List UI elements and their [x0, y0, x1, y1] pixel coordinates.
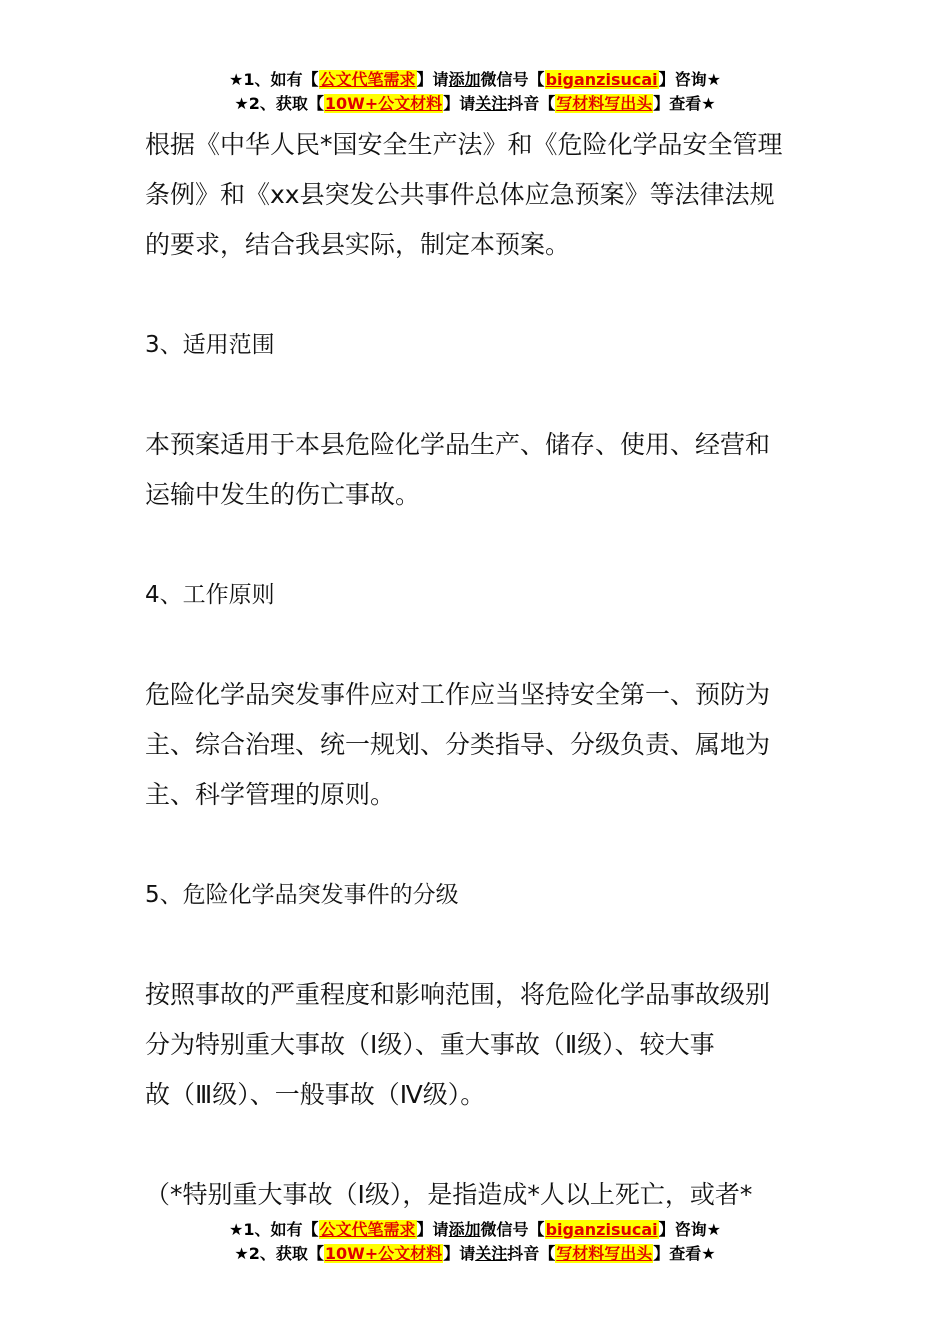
- banner-text: 微信号【: [480, 1220, 545, 1239]
- banner-highlight: 10W+公文材料: [324, 94, 443, 113]
- banner-underline: 关注: [475, 1244, 508, 1263]
- banner-text: ★2、获取【: [234, 94, 324, 113]
- banner-text: 抖音【: [507, 94, 556, 113]
- banner-highlight: 公文代笔需求: [319, 70, 416, 89]
- banner-underline: 添加: [448, 1220, 481, 1239]
- banner-text: 】请: [416, 1220, 449, 1239]
- paragraph-line: （*特别重大事故（Ⅰ级），是指造成*人以上死亡，或者*: [145, 1180, 753, 1209]
- paragraph-line: 本预案适用于本县危险化学品生产、储存、使用、经营和: [145, 430, 771, 459]
- paragraph-line: 故（Ⅲ级）、一般事故（Ⅳ级）。: [145, 1080, 486, 1109]
- banner-highlight: biganzisucai: [545, 1220, 658, 1239]
- paragraph-line: 按照事故的严重程度和影响范围，将危险化学品事故级别: [145, 980, 771, 1009]
- paragraph-line: 的要求，结合我县实际，制定本预案。: [145, 230, 571, 259]
- banner-highlight: 写材料写出头: [556, 94, 653, 113]
- bottom-banner: [0, 1218, 950, 1266]
- banner-text: 】查看★: [653, 94, 716, 113]
- banner-text: ★1、如有【: [229, 1220, 319, 1239]
- banner-highlight: 公文代笔需求: [319, 1220, 416, 1239]
- banner-text: 】请: [443, 1244, 476, 1263]
- banner-underline: 添加: [448, 70, 481, 89]
- banner-line-1: [0, 1218, 950, 1242]
- section-heading: 3、适用范围: [145, 332, 275, 358]
- banner-text: 微信号【: [480, 70, 545, 89]
- banner-line-2: [0, 1242, 950, 1266]
- paragraph-line: 根据《中华人民*国安全生产法》和《危险化学品安全管理: [145, 130, 783, 159]
- document-body: [145, 120, 810, 1220]
- paragraph-line: 分为特别重大事故（Ⅰ级）、重大事故（Ⅱ级）、较大事: [145, 1030, 715, 1059]
- banner-highlight: 10W+公文材料: [324, 1244, 443, 1263]
- section-heading: 4、工作原则: [145, 582, 275, 608]
- banner-line-2: [0, 92, 950, 116]
- banner-text: 】查看★: [653, 1244, 716, 1263]
- paragraph-line: 危险化学品突发事件应对工作应当坚持安全第一、预防为: [145, 680, 771, 709]
- paragraph-line: 运输中发生的伤亡事故。: [145, 480, 421, 509]
- section-heading: 5、危险化学品突发事件的分级: [145, 882, 459, 908]
- banner-text: 】咨询★: [658, 1220, 721, 1239]
- banner-text: ★2、获取【: [234, 1244, 324, 1263]
- banner-text: ★1、如有【: [229, 70, 319, 89]
- paragraph-line: 主、综合治理、统一规划、分类指导、分级负责、属地为: [145, 730, 771, 759]
- banner-text: 】请: [416, 70, 449, 89]
- banner-text: 】咨询★: [658, 70, 721, 89]
- paragraph-line: 条例》和《xx县突发公共事件总体应急预案》等法律法规: [145, 180, 775, 209]
- banner-line-1: [0, 68, 950, 92]
- paragraph-line: 主、科学管理的原则。: [145, 780, 396, 809]
- banner-text: 】请: [443, 94, 476, 113]
- banner-text: 抖音【: [507, 1244, 556, 1263]
- top-banner: [0, 68, 950, 116]
- banner-highlight: 写材料写出头: [556, 1244, 653, 1263]
- banner-underline: 关注: [475, 94, 508, 113]
- banner-highlight: biganzisucai: [545, 70, 658, 89]
